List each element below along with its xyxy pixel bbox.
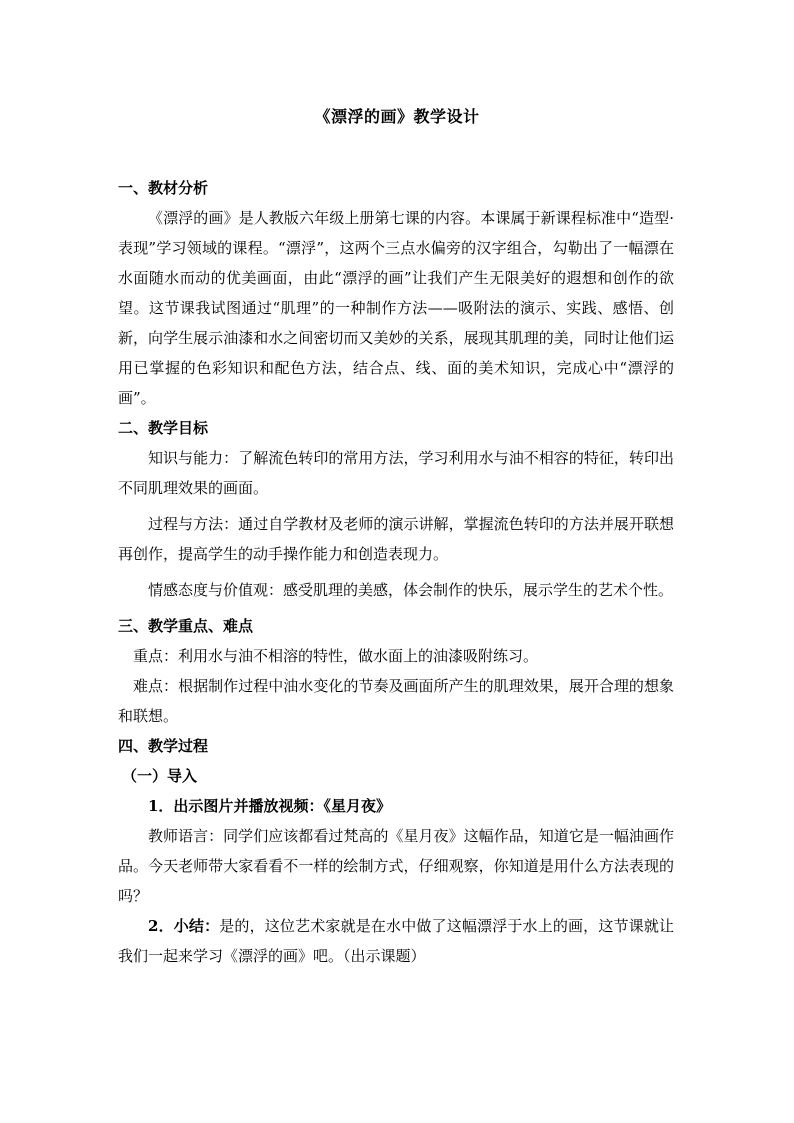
section-heading-teaching-process: 四、教学过程 (118, 737, 209, 755)
item-show-video: 1．出示图片并播放视频：《星月夜》 (148, 797, 391, 815)
section-heading-textbook-analysis: 一、教材分析 (118, 179, 209, 197)
summary-label: 2．小结： (148, 917, 220, 935)
paragraph-attitude-values: 情感态度与价值观：感受肌理的美感，体会制作的快乐，展示学生的艺术个性。 (148, 581, 674, 599)
paragraph-knowledge-ability: 知识与能力：了解流色转印的常用方法，学习利用水与油不相容的特征，转印出不同肌理效果的画面。 (118, 449, 674, 497)
paragraph-difficulty: 难点：根据制作过程中油水变化的节奏及画面所产生的肌理效果，展开合理的想象和联想。 (118, 677, 674, 725)
paragraph-textbook-analysis: 《漂浮的画》是人教版六年级上册第七课的内容。本课属于新课程标准中“造型·表现”学习领域的课程。“漂浮”，这两个三点水偏旁的汉字组合，勾勒出了一幅漂在水面随水而动的优美画面，由此“漂浮的画”让我们产生无限美好的遐想和创作的欲望。这节课我试图通过“肌理”的一种制作方法——吸附法的演示、实践、感悟、创新，向学生展示油漆和水之间密切而又美妙的关系，展现其肌理的美，同时让他们运用已掌握的色彩知识和配色方法，结合点、线、面的美术知识，完成心中“漂浮的画”。 (118, 209, 674, 407)
subheading-introduction: （一）导入 (122, 767, 198, 785)
document-title: 《漂浮的画》教学设计 (314, 107, 480, 126)
section-heading-key-points: 三、教学重点、难点 (118, 617, 254, 635)
summary-text: 是的，这位艺术家就是在水中做了这幅漂浮于水上的画，这节课就让我们一起来学习《漂浮的画》吧。（出示课题） (118, 917, 675, 965)
section-heading-teaching-goals: 二、教学目标 (118, 419, 209, 437)
paragraph-process-method: 过程与方法：通过自学教材及老师的演示讲解，掌握流色转印的方法并展开联想再创作，提高学生的动手操作能力和创造表现力。 (118, 515, 674, 563)
paragraph-teacher-language: 教师语言：同学们应该都看过梵高的《星月夜》这幅作品，知道它是一幅油画作品。今天老师带大家看看不一样的绘制方式，仔细观察，你知道是用什么方法表现的吗？ (118, 827, 674, 905)
document-body (118, 173, 674, 971)
paragraph-key-point: 重点：利用水与油不相溶的特性，做水面上的油漆吸附练习。 (133, 647, 539, 665)
paragraph-summary (118, 911, 674, 971)
